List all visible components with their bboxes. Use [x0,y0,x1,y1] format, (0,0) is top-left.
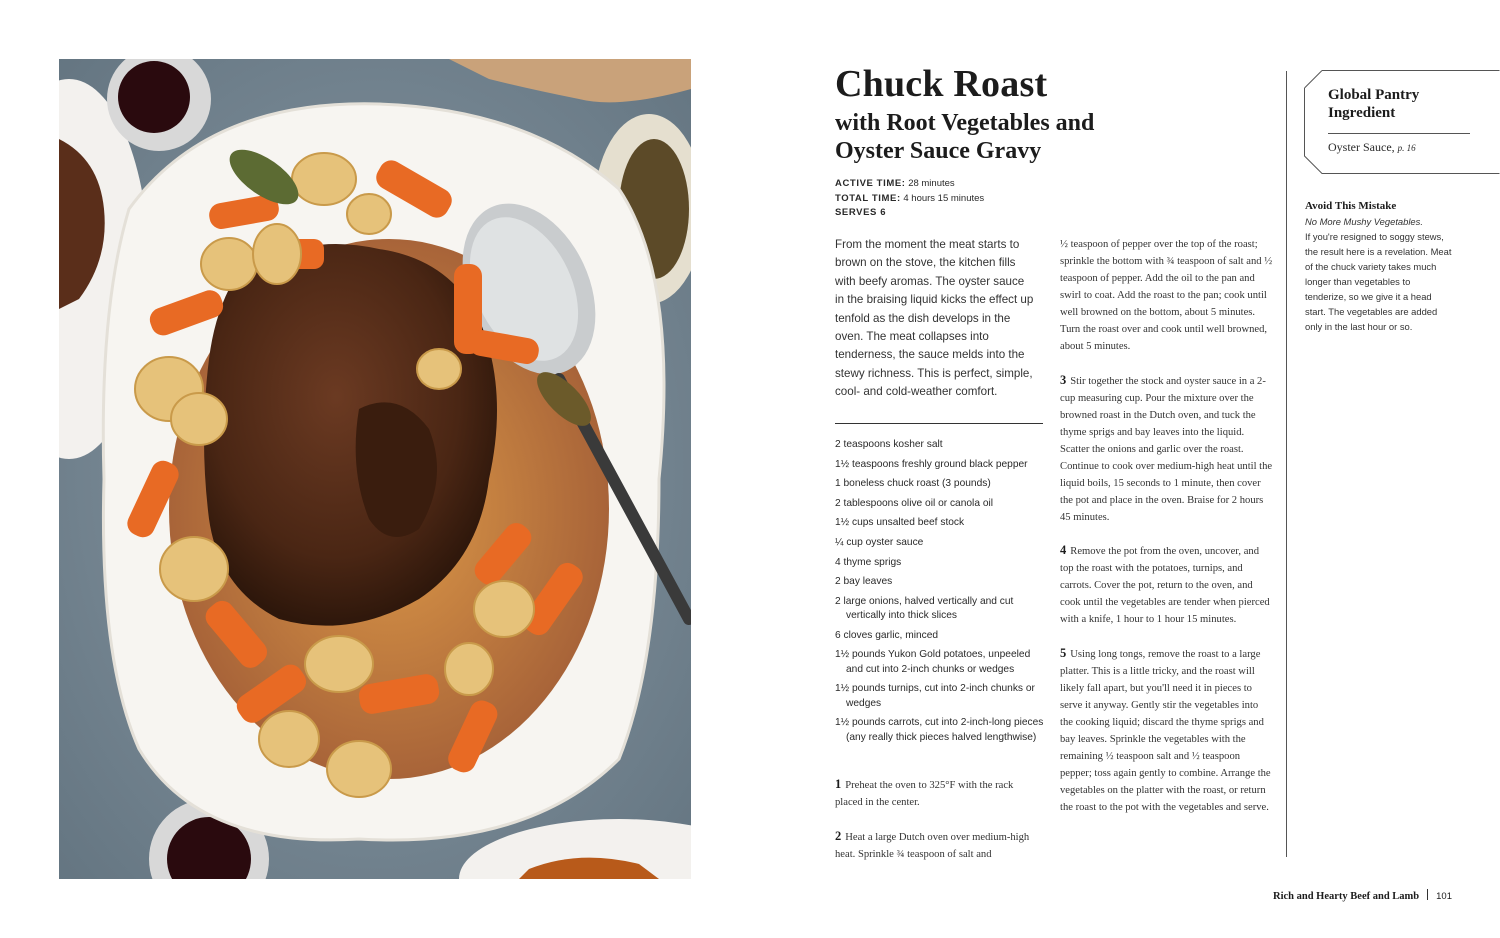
steps-column-right [1060,236,1273,832]
step-2-continued: ½ teaspoon of pepper over the top of the roast; sprinkle the bottom with ¾ teaspoon of salt and ½ teaspoon of pepper. Add the oil to the pan and swirl to coat. Add the roast to the pan; cook until well browned on the bottom, about 5 minutes. Turn the roast over and cook until well browned, about 5 minutes. [1060,239,1273,352]
page-footer [1273,889,1452,902]
ingredient-item: 2 tablespoons olive oil or canola oil [835,497,994,509]
recipe-intro: From the moment the meat starts to brown on the stove, the kitchen fills with beefy aromas. The oyster sauce in the braising liquid kicks the effect up tenfold as the dish develops in the oven. The meat collapses into tenderness, the sauce melds into the stewy richness. This is perfect, simple, cool- and cold-weather comfort. [835,238,1034,399]
intro-divider [835,423,1043,424]
page-number: 101 [1436,891,1452,902]
recipe-subtitle: with Root Vegetables and Oyster Sauce Gravy [835,110,1095,164]
pantry-title: Global Pantry Ingredient [1328,87,1420,121]
total-time: TOTAL TIME: 4 hours 15 minutes [835,192,985,204]
chuck-roast-platter-image [59,59,691,879]
step-3: 3 Stir together the stock and oyster sauce in a 2-cup measuring cup. Pour the mixture over the browned roast in the Dutch oven, and tuck the thyme sprigs and bay leaves into the liquid. Scatter the onions and garlic over the roast. Continue to cook over medium-high heat until the liquid boils, 15 seconds to 1 minute, then cover the pot and place in the oven. Braise for 2 hours 45 minutes. [1060,372,1273,523]
pantry-page-ref: p. 16 [1397,143,1416,153]
pantry-item: Oyster Sauce, p. 16 [1328,140,1416,154]
sidebar-divider [1286,71,1287,857]
steps-column-left [835,776,1035,879]
pantry-divider [1328,133,1470,134]
ingredient-item: 1½ pounds Yukon Gold potatoes, unpeeled and cut into 2-inch chunks or wedges [835,649,1031,675]
ingredient-item: 2 bay leaves [835,576,893,588]
step-1: 1 Preheat the oven to 325°F with the rack placed in the center. [835,777,1014,808]
avoid-mistake-note [1305,199,1453,334]
ingredient-item: 1½ cups unsalted beef stock [835,517,965,529]
active-time: ACTIVE TIME: 28 minutes [835,178,955,189]
avoid-subtitle: No More Mushy Vegetables. [1305,216,1423,227]
ingredient-item: 1½ pounds carrots, cut into 2-inch-long pieces (any really thick pieces halved lengthwise) [835,717,1044,743]
step-2: 2 Heat a large Dutch oven over medium-high heat. Sprinkle ¾ teaspoon of salt and [835,828,1030,860]
ingredient-item: ¼ cup oyster sauce [835,536,924,548]
global-pantry-box [1304,70,1500,174]
section-title: Rich and Hearty Beef and Lamb [1273,891,1420,902]
recipe-photo [59,59,691,879]
serves: SERVES 6 [835,207,887,218]
ingredient-item: 6 cloves garlic, minced [835,629,939,641]
ingredient-item: 4 thyme sprigs [835,556,902,568]
step-4: 4 Remove the pot from the oven, uncover, and top the roast with the potatoes, turnips, and carrots. Cover the pot, return to the oven, and cook until the vegetables are tender when pierced with a knife, 1 hour to 1 hour 15 minutes. [1060,543,1270,625]
footer-separator [1427,889,1428,900]
ingredients-list [835,438,1049,750]
ingredient-item: 1½ pounds turnips, cut into 2-inch chunks or wedges [835,683,1035,709]
ingredient-item: 1½ teaspoons freshly ground black pepper [835,458,1028,470]
recipe-meta [835,177,984,221]
recipe-title: Chuck Roast [835,63,1048,105]
ingredient-item: 1 boneless chuck roast (3 pounds) [835,478,991,490]
step-5: 5 Using long tongs, remove the roast to a large platter. This is a little tricky, and the roast will likely fall apart, but you'll need it in pieces to serve it anyway. Gently stir the vegetables into the cooking liquid; discard the thyme sprigs and bay leaves. Sprinkle the vegetables with the remaining ½ teaspoon salt and ½ teaspoon pepper; toss again gently to combine. Arrange the vegetables on the platter with the roast, or return the roast to the pot with the vegetables and serve. [1060,645,1271,813]
ingredient-item: 2 teaspoons kosher salt [835,439,943,450]
avoid-title: Avoid This Mistake [1305,200,1397,212]
ingredient-item: 2 large onions, halved vertically and cut vertically into thick slices [835,595,1014,622]
avoid-text: If you're resigned to soggy stews, the result here is a revelation. Meat of the chuck variety takes much longer than vegetables to tenderize, so we give it a head start. The vegetables are added only in the last hour or so. [1305,231,1452,332]
